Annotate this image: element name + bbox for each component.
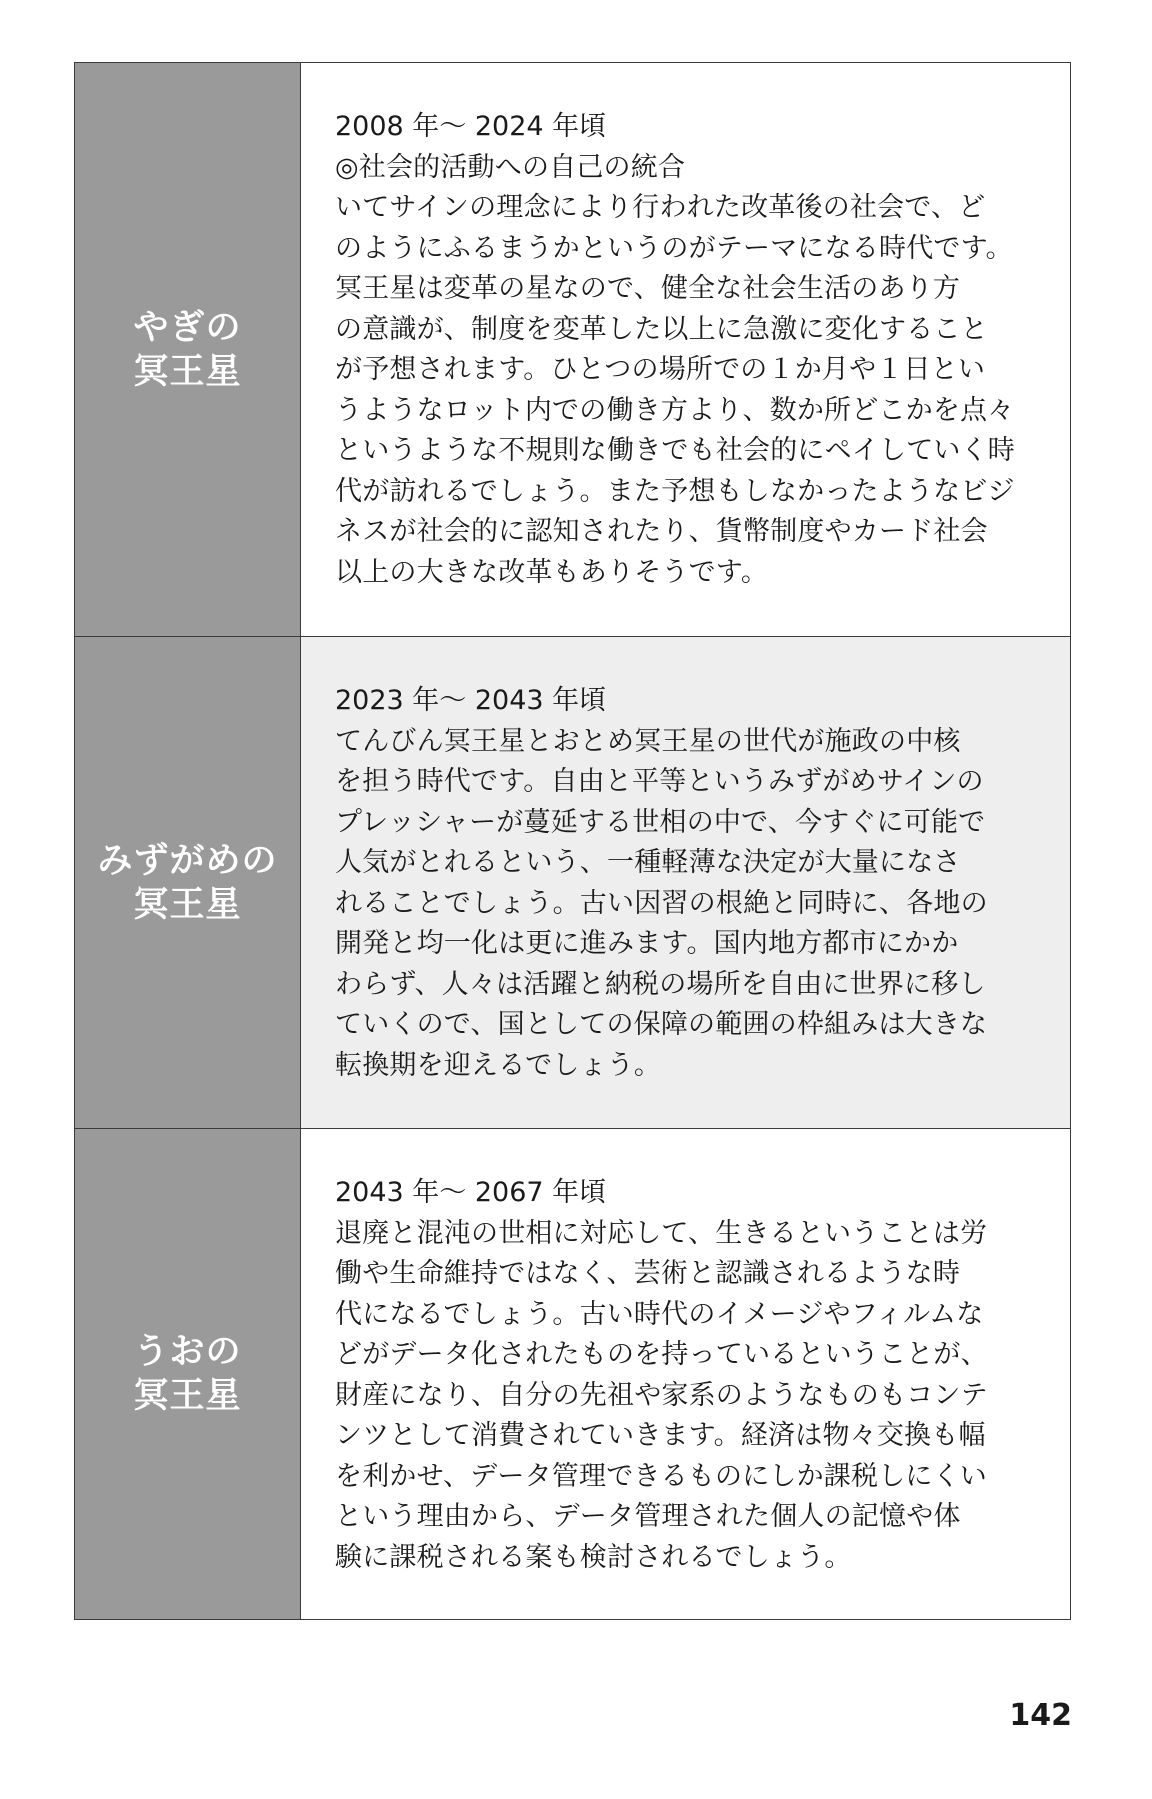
body-line: が予想されます。ひとつの場所での１か月や１日とい <box>335 354 986 385</box>
body-line: 代になるでしょう。古い時代のイメージやフィルムな <box>335 1298 984 1330</box>
period-text: 2043 年〜 2067 年頃 <box>335 1177 607 1208</box>
period-text: 2008 年〜 2024 年頃 <box>335 111 607 142</box>
table-row-pisces <box>75 1129 1070 1619</box>
body-line: 験に課税される案も検討されるでしょう。 <box>335 1541 852 1573</box>
body-line: いてサインの理念により行われた改革後の社会で、ど <box>335 192 986 223</box>
body-line: ていくので、国としての保障の範囲の枠組みは大きな <box>335 1009 988 1040</box>
row-label <box>133 306 241 394</box>
table-row-aquarius <box>75 637 1070 1129</box>
body-line: を担う時代です。自由と平等というみずがめサインの <box>335 766 984 797</box>
pluto-signs-table <box>74 62 1071 1620</box>
row-label-line2: 冥王星 <box>133 1376 242 1416</box>
body-line: うようなロット内での働き方より、数か所どこかを点々 <box>335 394 1015 426</box>
body-line: の意識が、制度を変革した以上に急激に変化すること <box>335 313 988 345</box>
body-line: 働や生命維持ではなく、芸術と認識されるような時 <box>335 1258 961 1289</box>
row-label-cell <box>75 63 301 636</box>
body-line: を利かせ、データ管理できるものにしか課税しにくい <box>335 1460 987 1492</box>
row-content-cell <box>301 1129 1070 1619</box>
row-content-cell <box>301 637 1070 1128</box>
row-label-line1: うおの <box>133 1332 242 1372</box>
body-line: という理由から、データ管理された個人の記憶や体 <box>335 1501 961 1532</box>
body-line: ネスが社会的に認知されたり、貨幣制度やカード社会 <box>335 516 988 547</box>
row-label-line2: 冥王星 <box>133 351 242 392</box>
body-line: 冥王星は変革の星なので、健全な社会生活のあり方 <box>335 273 961 304</box>
body-line: 代が訪れるでしょう。また予想もしなかったようなビジ <box>335 475 1015 507</box>
body-line: 財産になり、自分の先祖や家系のようなものもコンテ <box>335 1379 988 1411</box>
body-line: どがデータ化されたものを持っているということが、 <box>335 1339 988 1370</box>
body-line: ンツとして消費されていきます。経済は物々交換も幅 <box>335 1420 986 1451</box>
row-label-line1: やぎの <box>133 307 242 348</box>
body-line: ◎社会的活動への自己の統合 <box>335 151 686 183</box>
row-content-cell <box>301 63 1070 636</box>
row-label <box>97 839 277 927</box>
body-line: てんびん冥王星とおとめ冥王星の世代が施政の中核 <box>335 725 961 757</box>
body-line: 転換期を迎えるでしょう。 <box>335 1049 662 1081</box>
body-line: 開発と均一化は更に進みます。国内地方都市にかか <box>335 928 959 959</box>
row-label-line1: みずがめの <box>97 840 278 881</box>
body-line: 退廃と混沌の世相に対応して、生きるということは労 <box>335 1217 988 1249</box>
body-line: というような不規則な働きでも社会的にペイしていく時 <box>335 435 1015 466</box>
row-label-cell <box>75 1129 301 1619</box>
body-line: 人気がとれるという、一種軽薄な決定が大量になさ <box>335 847 961 878</box>
body-line: 以上の大きな改革もありそうです。 <box>335 556 769 588</box>
body-line: れることでしょう。古い因習の根絶と同時に、各地の <box>335 887 988 919</box>
period-text: 2023 年〜 2043 年頃 <box>335 685 607 716</box>
page-number: 142 <box>1009 1698 1072 1733</box>
body-line: のようにふるまうかというのがテーマになる時代です。 <box>335 232 1013 264</box>
row-label-line2: 冥王星 <box>133 884 242 925</box>
body-line: わらず、人々は活躍と納税の場所を自由に世界に移し <box>335 968 986 1000</box>
row-label-cell <box>75 637 301 1128</box>
row-label <box>133 1330 241 1418</box>
table-row-capricorn <box>75 63 1070 637</box>
body-line: プレッシャーが蔓延する世相の中で、今すぐに可能で <box>335 806 986 838</box>
